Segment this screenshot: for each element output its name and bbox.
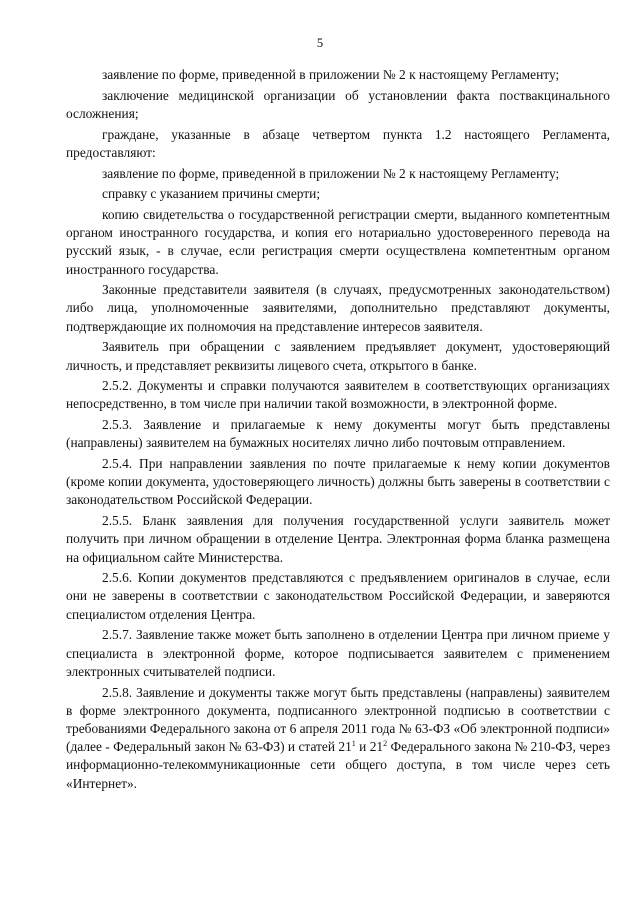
paragraph: Заявитель при обращении с заявлением предъявляет документ, удостоверяющий личность, и представляет реквизиты лицевого счета, открытого в банке. [66,339,610,373]
paragraph: заключение медицинской организации об установлении факта поствакцинального осложнения; [66,87,610,121]
superscript: 1 [351,739,356,749]
paragraph-text: Федерального закона № 210-ФЗ, через информационно-телекоммуникационные сети общего доступа, в том числе через сеть «Интернет». [66,739,610,791]
paragraph: 2.5.4. При направлении заявления по почте прилагаемые к нему копии документов (кроме копии документа, удостоверяющего личность) должны быть заверены в соответствии с законодательством Российской Федерации. [66,456,610,508]
paragraph: 2.5.5. Бланк заявления для получения государственной услуги заявитель может получить при личном обращении в отделение Центра. Электронная форма бланка размещена на официальном сайте Министерства. [66,513,610,565]
paragraph: заявление по форме, приведенной в приложении № 2 к настоящему Регламенту; [102,67,560,82]
paragraph-text: 2.5.8. Заявление и документы также могут быть представлены (направлены) заявителем в форме электронного документа, подписанного электронной подписью в соответствии с требованиями Федерального закона от 6 апреля 2011 года № 63-ФЗ «Об электронной подписи» (далее - Федеральный закон № 63-ФЗ) и статей 21 [66,684,610,755]
document-body [66,66,610,793]
paragraph-last [66,684,610,793]
page-number: 5 [316,36,324,50]
superscript: 2 [383,739,388,749]
paragraph: граждане, указанные в абзаце четвертом пункта 1.2 настоящего Регламента, предоставляют: [66,126,610,160]
paragraph: 2.5.6. Копии документов представляются с предъявлением оригиналов в случае, если они не заверены в соответствии с законодательством Российской Федерации, и заверяются специалистом отделения Центра. [66,570,610,622]
paragraph: 2.5.7. Заявление также может быть заполнено в отделении Центра при личном приеме у специалиста в электронной форме, которое подписывается заявителем с применением электронных считывателей подписи. [66,627,610,679]
paragraph: 2.5.2. Документы и справки получаются заявителем в соответствующих организациях непосредственно, в том числе при наличии такой возможности, в электронной форме. [66,378,610,412]
paragraph: справку с указанием причины смерти; [102,186,321,202]
paragraph: 2.5.3. Заявление и прилагаемые к нему документы могут быть представлены (направлены) заявителем на бумажных носителях лично либо почтовым отправлением. [66,417,610,451]
paragraph: копию свидетельства о государственной регистрации смерти, выданного компетентным органом иностранного государства, и копия его нотариально удостоверенного перевода на русский язык, - в случае, если регистрация смерти осуществлена компетентным органом иностранного государства. [66,206,610,277]
paragraph-text: и 21 [355,739,384,755]
paragraph: заявление по форме, приведенной в приложении № 2 к настоящему Регламенту; [102,165,560,181]
paragraph: Законные представители заявителя (в случаях, предусмотренных законодательством) либо лица, уполномоченные заявителями, дополнительно представляют документы, подтверждающие их полномочия на представление интересов заявителя. [66,282,610,334]
